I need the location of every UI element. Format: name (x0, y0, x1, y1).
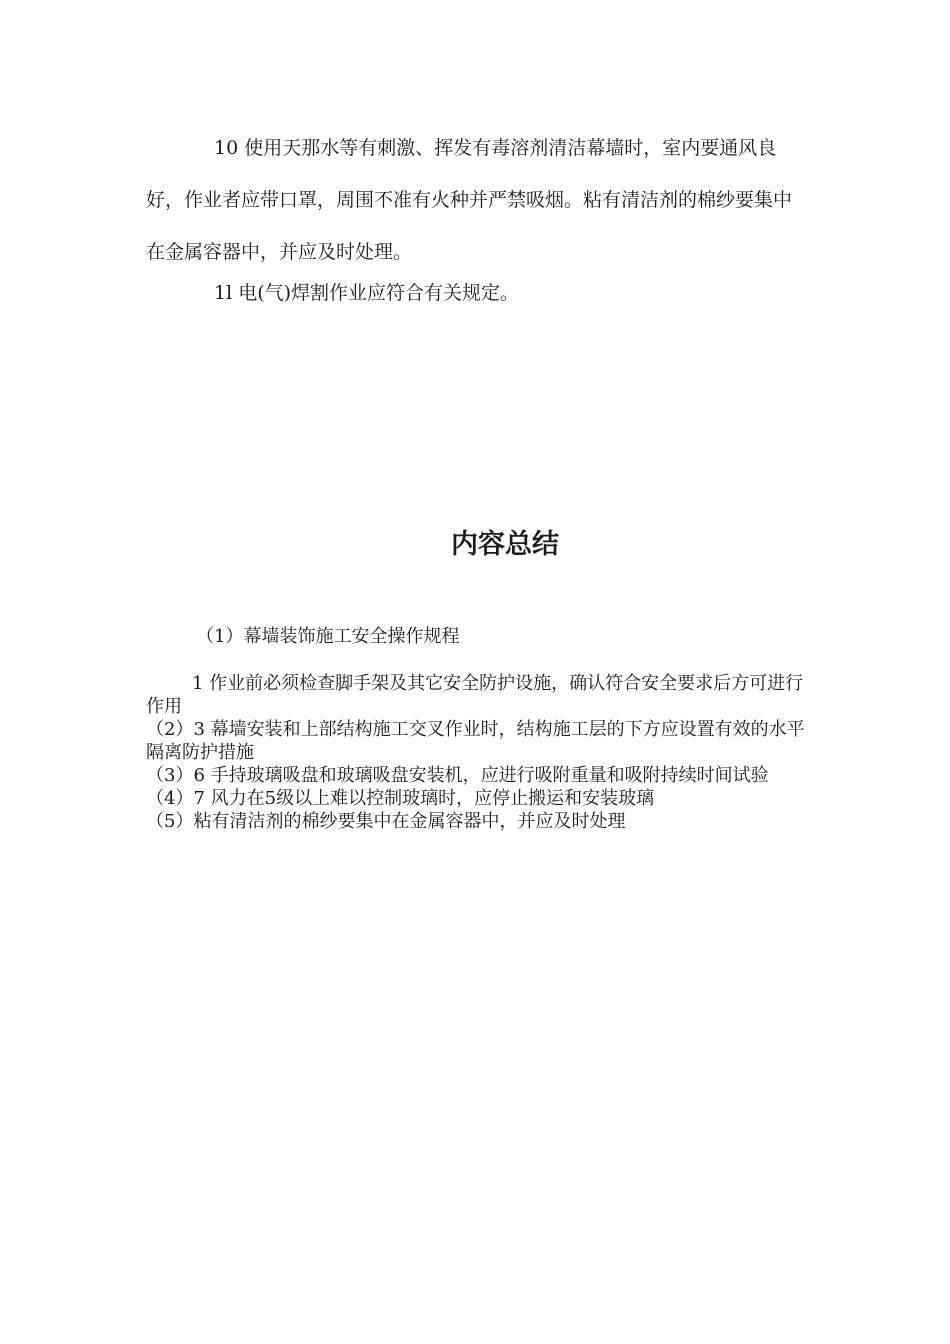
body-paragraph: 1l 电(气)焊割作业应符合有关规定。 (214, 282, 520, 304)
summary-item: （2）3 幕墙安装和上部结构施工交叉作业时，结构施工层的下方应设置有效的水平隔离防护措施 (146, 719, 805, 763)
summary-list (146, 672, 806, 833)
summary-heading: （1）幕墙装饰施工安全操作规程 (196, 626, 460, 647)
summary-item: （3）6 手持玻璃吸盘和玻璃吸盘安装机，应进行吸附重量和吸附持续时间试验 (146, 765, 769, 786)
summary-item: （4）7 风力在5级以上难以控制玻璃时，应停止搬运和安装玻璃 (146, 788, 655, 809)
summary-item: 1 作业前必须检查脚手架及其它安全防护设施，确认符合安全要求后方可进行作用 (146, 673, 804, 717)
summary-item: （5）粘有清洁剂的棉纱要集中在金属容器中，并应及时处理 (146, 811, 626, 832)
summary-title: 内容总结 (451, 529, 559, 560)
body-paragraph: 10 使用天那水等有刺激、挥发有毒溶剂清洁幕墙时，室内要通风良好，作业者应带口罩，周围不准有火种并严禁吸烟。粘有清洁剂的棉纱要集中在金属容器中，并应及时处理。 (146, 137, 793, 263)
